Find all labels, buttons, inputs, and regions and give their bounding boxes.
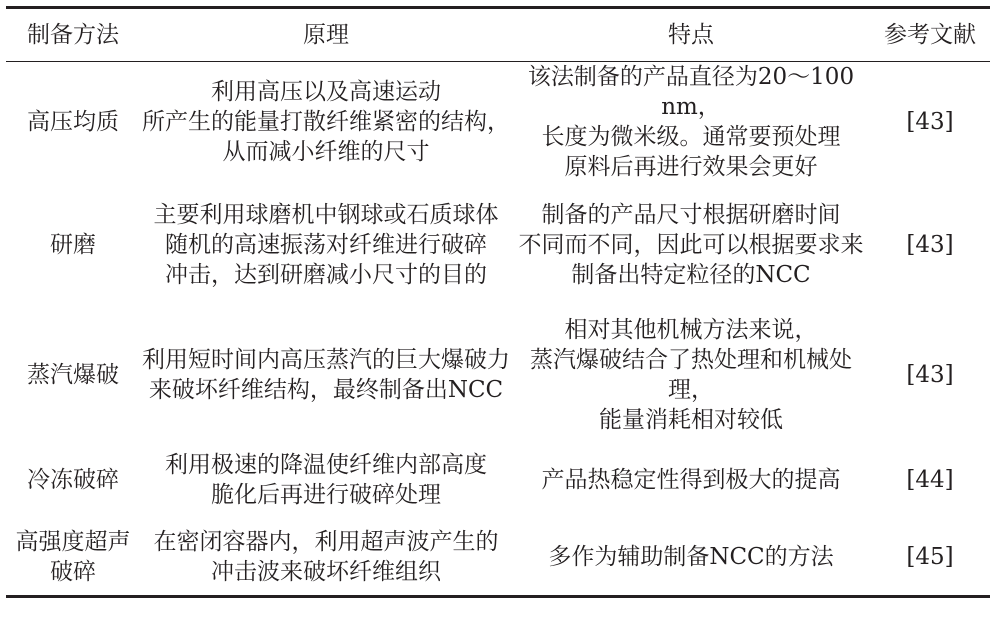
- principle-cell: 主要利用球磨机中钢球或石质球体 随机的高速振荡对纤维进行破碎 冲击，达到研磨减小尺寸的目的: [153, 202, 499, 288]
- reference-cell: [43]: [906, 108, 954, 135]
- methods-table: [6, 6, 990, 598]
- header-feature: 特点: [668, 22, 714, 48]
- method-cell: 冷冻破碎: [27, 466, 119, 493]
- feature-cell: 制备的产品尺寸根据研磨时间 不同而不同，因此可以根据要求来 制备出特定粒径的NCC: [518, 202, 864, 288]
- table-row: [6, 181, 990, 309]
- feature-cell: 相对其他机械方法来说， 蒸汽爆破结合了热处理和机械处理， 能量消耗相对较低: [530, 317, 852, 433]
- reference-cell: [43]: [906, 232, 954, 258]
- feature-cell: 多作为辅助制备NCC的方法: [548, 543, 834, 570]
- table-row: [6, 62, 990, 181]
- reference-cell: [43]: [906, 362, 954, 388]
- method-cell: 研磨: [50, 232, 96, 258]
- method-cell: 高压均质: [27, 108, 119, 135]
- principle-cell: 利用极速的降温使纤维内部高度 脆化后再进行破碎处理: [165, 451, 487, 508]
- header-method: 制备方法: [27, 22, 119, 48]
- principle-cell: 利用短时间内高压蒸汽的巨大爆破力 来破坏纤维结构，最终制备出NCC: [142, 347, 510, 403]
- bottom-rule: [6, 595, 990, 598]
- principle-cell: 利用高压以及高速运动 所产生的能量打散纤维紧密的结构， 从而减小纤维的尺寸: [142, 78, 510, 165]
- feature-cell: 产品热稳定性得到极大的提高: [541, 466, 841, 493]
- header-reference: 参考文献: [884, 22, 976, 48]
- method-cell: 蒸汽爆破: [27, 362, 119, 388]
- table-row: [6, 441, 990, 518]
- table-row: [6, 518, 990, 595]
- table-header-row: [6, 9, 990, 61]
- principle-cell: 在密闭容器内，利用超声波产生的 冲击波来破坏纤维组织: [153, 528, 499, 585]
- method-cell: 高强度超声 破碎: [15, 528, 131, 585]
- reference-cell: [45]: [906, 543, 954, 570]
- feature-cell: 该法制备的产品直径为20～100 nm， 长度为微米级。通常要预处理 原料后再进行效果会更好: [527, 63, 855, 180]
- reference-cell: [44]: [906, 466, 954, 493]
- header-principle: 原理: [303, 22, 349, 48]
- table-row: [6, 309, 990, 441]
